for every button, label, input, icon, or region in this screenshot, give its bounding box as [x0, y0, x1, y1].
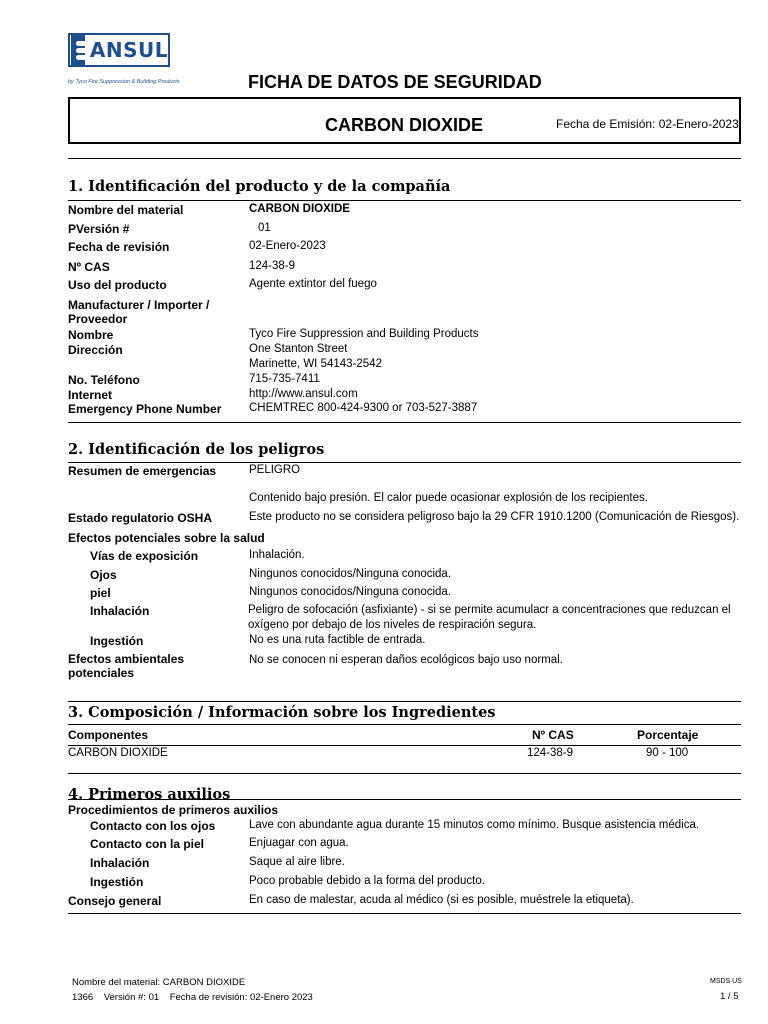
- field-value: Agente extintor del fuego: [249, 278, 377, 290]
- field-value: En caso de malestar, acuda al médico (si es posible, muéstrele la etiqueta).: [249, 894, 634, 906]
- component-percent: 90 - 100: [646, 747, 689, 758]
- field-label: Estado regulatorio OSHA: [68, 511, 213, 525]
- divider: [68, 200, 741, 201]
- field-value: Este producto no se considera peligroso bajo la 29 CFR 1910.1200 (Comunicación de Riesgos).: [249, 511, 740, 523]
- field-value: CHEMTREC 800-424-9300 or 703-527-3887: [249, 402, 478, 414]
- field-label: No. Teléfono: [68, 373, 140, 387]
- field-value: Peligro de sofocación (asfixiante) - si se permite acumulacr a concentraciones que reduzcan el: [248, 604, 731, 616]
- section-3-heading: 3. Composición / Información sobre los Ingredientes: [68, 704, 496, 721]
- ansul-logo-icon: [71, 35, 85, 65]
- footer-material: Nombre del material: CARBON DIOXIDE: [72, 977, 246, 988]
- divider: [68, 724, 741, 725]
- field-label: potenciales: [68, 666, 135, 680]
- field-value: No es una ruta factible de entrada.: [249, 634, 426, 646]
- section-4-heading: 4. Primeros auxilios: [68, 786, 231, 799]
- divider: [68, 799, 741, 800]
- field-value: 124-38-9: [249, 260, 296, 272]
- field-label: PVersión #: [68, 222, 130, 236]
- field-value: Marinette, WI 54143-2542: [249, 358, 382, 370]
- field-label: Nombre: [68, 328, 114, 342]
- field-label: Inhalación: [90, 604, 150, 618]
- footer-msds: MSDS US: [710, 978, 742, 985]
- component-cas: 124-38-9: [527, 747, 574, 758]
- field-label: Vías de exposición: [90, 549, 199, 563]
- field-value: Ningunos conocidos/Ninguna conocida.: [249, 568, 452, 580]
- ansul-logo: [68, 33, 170, 67]
- field-value: Poco probable debido a la forma del producto.: [249, 875, 485, 887]
- column-header-component: Componentes: [68, 728, 149, 742]
- footer-doc-info: 1366 Versión #: 01 Fecha de revisión: 02-Enero 2023: [72, 992, 313, 1003]
- divider: [68, 913, 741, 914]
- divider: [68, 422, 741, 423]
- column-header-percent: Porcentaje: [637, 728, 699, 742]
- logo-tagline: by Tyco Fire Suppression & Building Products: [68, 79, 180, 85]
- field-label: Inhalación: [90, 856, 150, 870]
- section-2-heading: 2. Identificación de los peligros: [68, 441, 325, 458]
- field-label: Efectos potenciales sobre la salud: [68, 531, 265, 545]
- divider: [68, 701, 741, 702]
- field-label: Contacto con los ojos: [90, 819, 216, 833]
- field-value: Saque al aire libre.: [249, 856, 345, 868]
- field-value: Contenido bajo presión. El calor puede ocasionar explosión de los recipientes.: [249, 492, 648, 504]
- field-value: Enjuagar con agua.: [249, 837, 349, 849]
- page-number: 1 / 5: [720, 991, 739, 1002]
- field-value: Lave con abundante agua durante 15 minutos como mínimo. Busque asistencia médica.: [249, 819, 700, 831]
- section-1-heading: 1. Identificación del producto y de la compañía: [68, 178, 451, 195]
- field-value: Inhalación.: [249, 549, 305, 561]
- field-label: Nombre del material: [68, 203, 184, 217]
- field-label: Internet: [68, 388, 113, 402]
- field-label: Efectos ambientales: [68, 652, 185, 666]
- field-value: One Stanton Street: [249, 343, 348, 355]
- field-label: piel: [90, 586, 111, 600]
- field-value: 02-Enero-2023: [249, 240, 326, 252]
- product-name-title: CARBON DIOXIDE: [325, 115, 484, 135]
- emission-date: Fecha de Emisión: 02-Enero-2023: [556, 117, 739, 131]
- field-label: Fecha de revisión: [68, 240, 170, 254]
- field-value: CARBON DIOXIDE: [249, 203, 350, 215]
- logo-text: ANSUL: [89, 38, 168, 62]
- field-value: oxígeno por debajo de los niveles de respiración segura.: [248, 619, 537, 631]
- field-value: http://www.ansul.com: [249, 388, 358, 400]
- component-name: CARBON DIOXIDE: [68, 747, 168, 758]
- field-value: 01: [258, 222, 271, 234]
- field-value: 715-735-7411: [249, 373, 320, 385]
- section-4-heading-clip: [68, 786, 741, 799]
- field-label: Uso del producto: [68, 278, 167, 292]
- divider: [68, 158, 741, 159]
- field-value: No se conocen ni esperan daños ecológicos bajo uso normal.: [249, 654, 563, 666]
- field-label: Manufacturer / Importer /: [68, 298, 210, 312]
- divider: [68, 462, 741, 463]
- field-label: Ingestión: [90, 634, 144, 648]
- field-label: Contacto con la piel: [90, 837, 205, 851]
- field-label: Procedimientos de primeros auxilios: [68, 803, 279, 817]
- table-row: [68, 747, 741, 758]
- field-label: Consejo general: [68, 894, 162, 908]
- divider: [68, 773, 741, 774]
- document-title: FICHA DE DATOS DE SEGURIDAD: [248, 72, 542, 92]
- field-label: Nº CAS: [68, 260, 110, 274]
- field-value: Ningunos conocidos/Ninguna conocida.: [249, 586, 452, 598]
- field-label: Ingestión: [90, 875, 144, 889]
- field-value: PELIGRO: [249, 464, 301, 476]
- column-header-cas: Nº CAS: [532, 728, 574, 742]
- field-label: Ojos: [90, 568, 117, 582]
- field-label: Emergency Phone Number: [68, 402, 222, 416]
- divider: [68, 745, 741, 746]
- field-label: Dirección: [68, 343, 123, 357]
- field-label: Resumen de emergencias: [68, 464, 217, 478]
- field-label: Proveedor: [68, 312, 128, 326]
- field-value: Tyco Fire Suppression and Building Products: [249, 328, 479, 340]
